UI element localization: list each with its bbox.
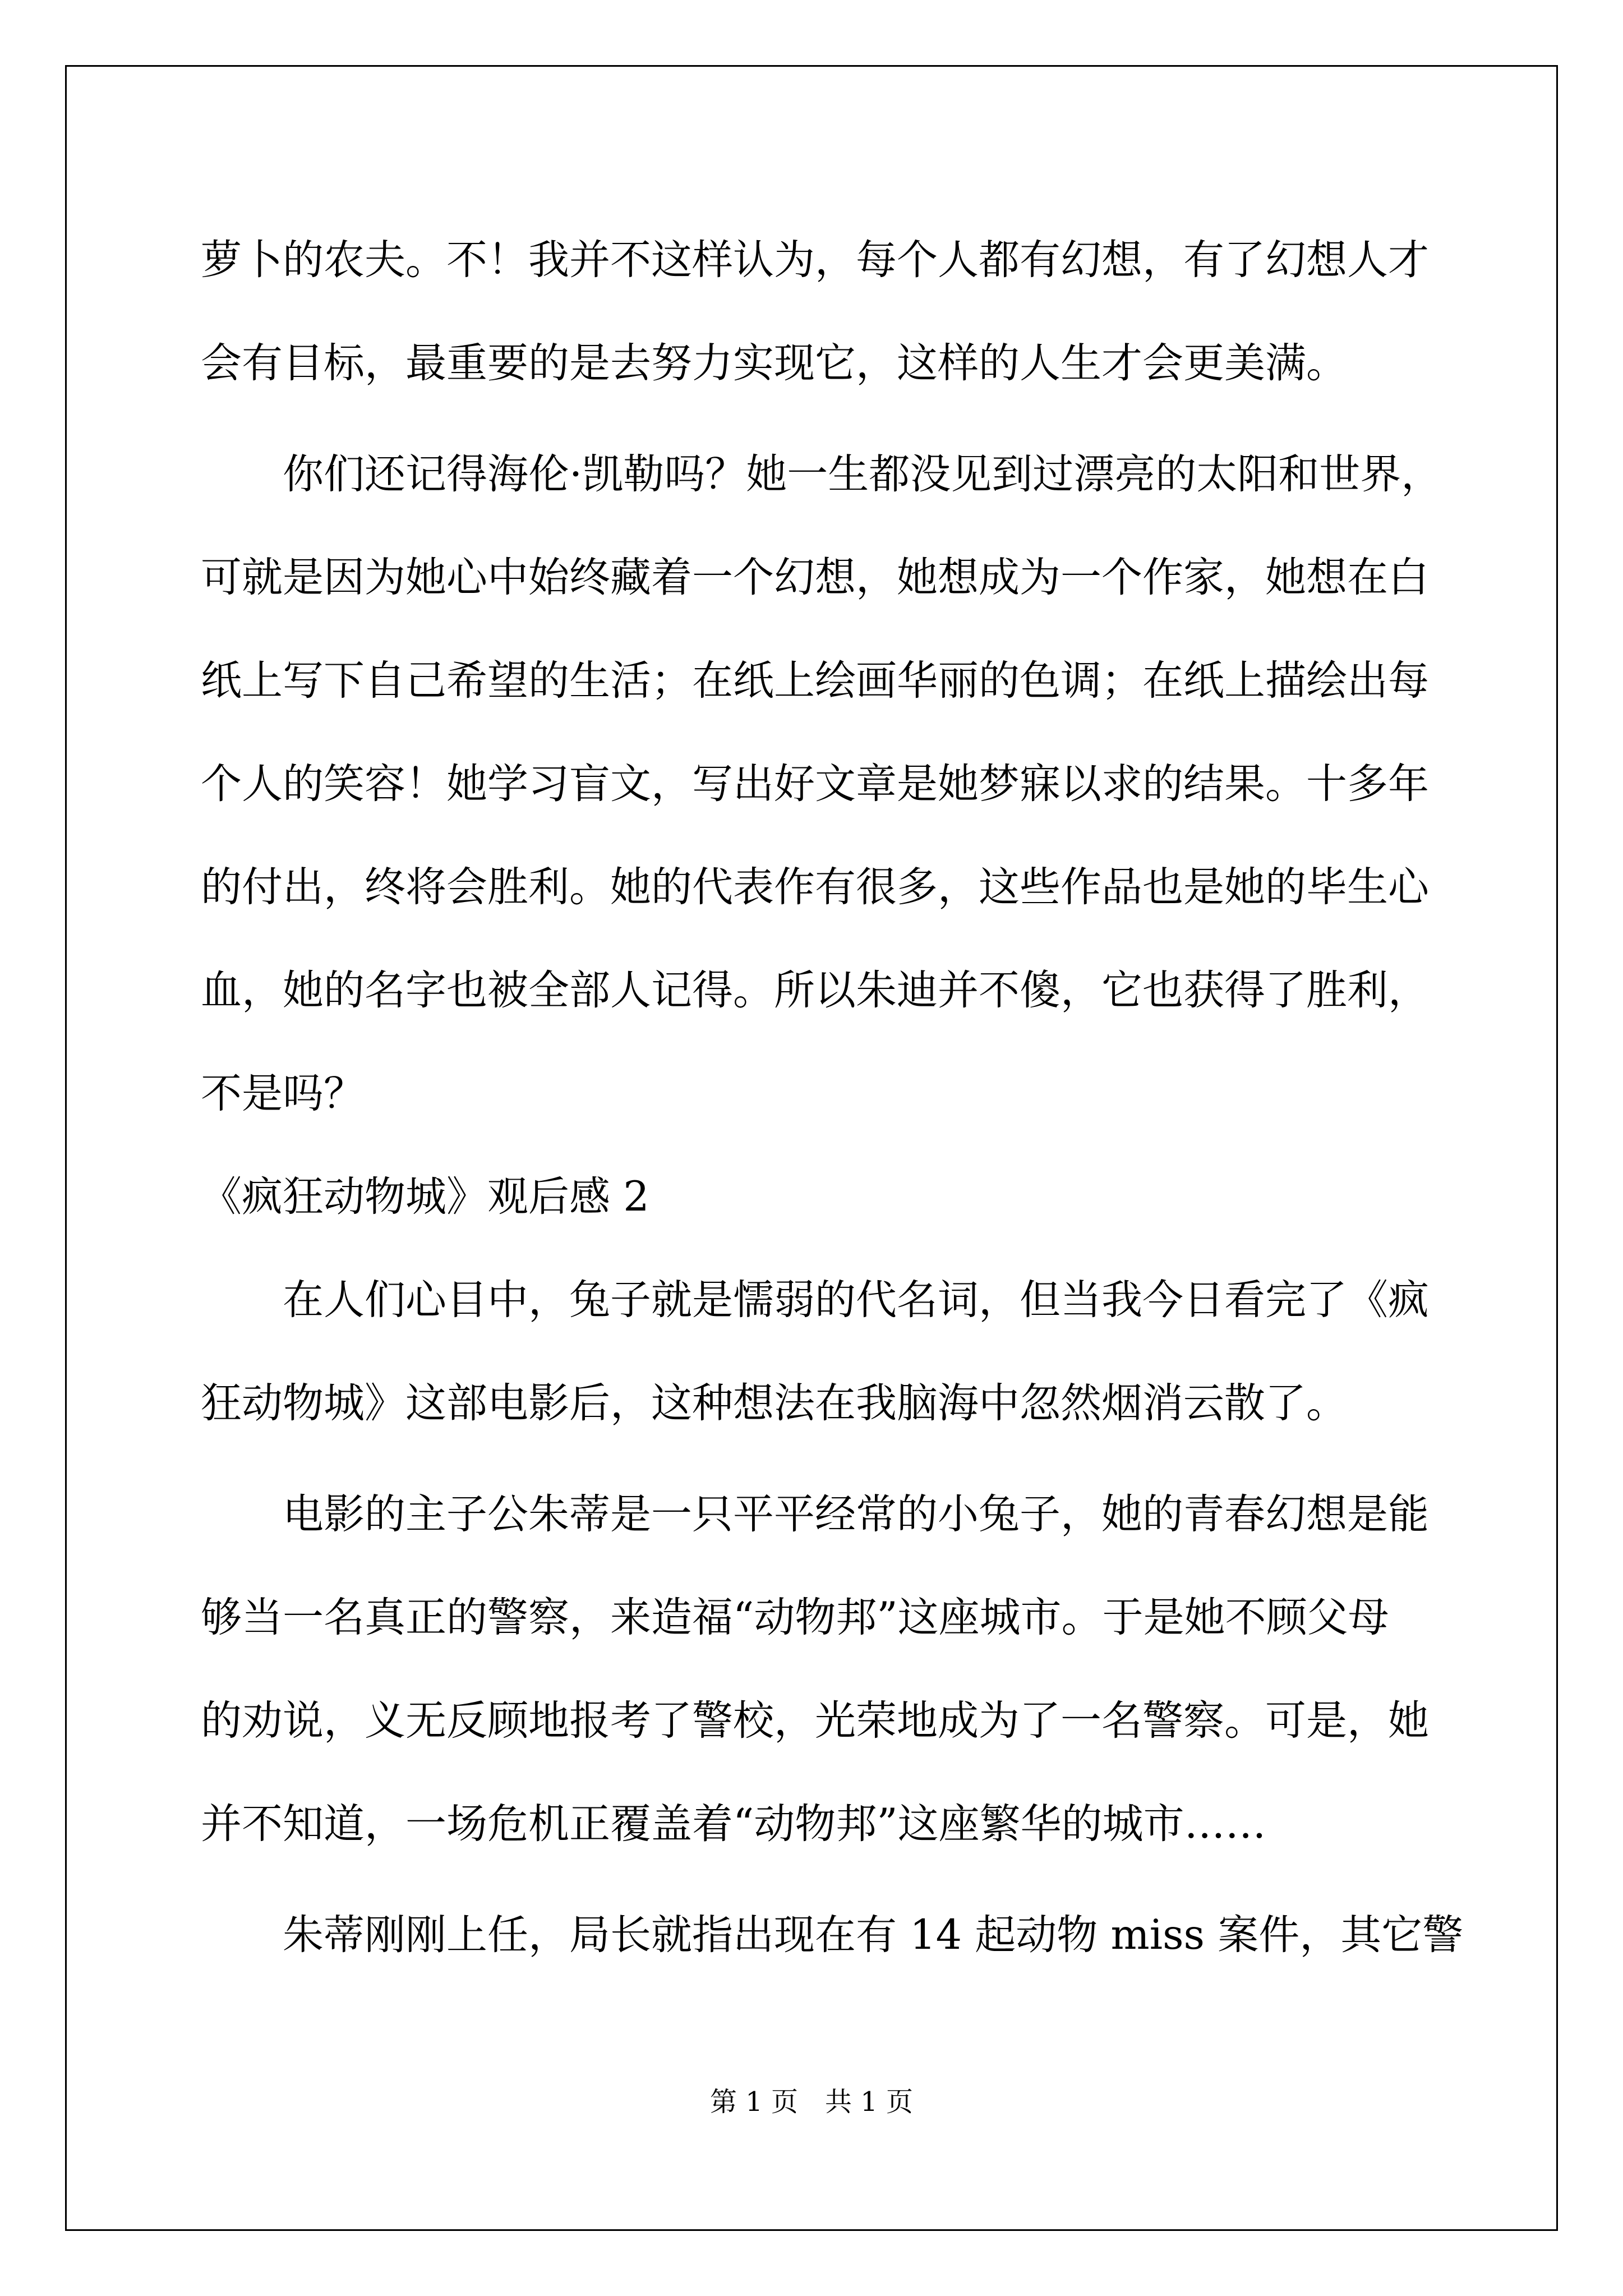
- text-line-12: 狂动物城》这部电影后，这种想法在我脑海中忽然烟消云散了。: [201, 1379, 1347, 1427]
- page-footer: 第 1 页 共 1 页: [709, 2086, 914, 2118]
- text-line-16: 并不知道，一场危机正覆盖着“动物邦”这座繁华的城市……: [201, 1800, 1266, 1848]
- text-line-9: 不是吗？: [201, 1070, 365, 1117]
- text-line-6: 个人的笑容！她学习盲文，写出好文章是她梦寐以求的结果。十多年: [201, 760, 1429, 808]
- text-line-13: 电影的主子公朱蒂是一只平平经常的小兔子，她的青春幻想是能: [283, 1490, 1429, 1538]
- text-line-17: 朱蒂刚刚上任，局长就指出现在有 14 起动物 miss 案件，其它警: [283, 1911, 1464, 1959]
- document-body: [201, 209, 1464, 1987]
- text-line-5: 纸上写下自己希望的生活；在纸上绘画华丽的色调；在纸上描绘出每: [201, 657, 1429, 705]
- text-line-14: 够当一名真正的警察，来造福“动物邦”这座城市。于是她不顾父母: [201, 1594, 1389, 1641]
- text-line-3: 你们还记得海伦·凯勒吗？她一生都没见到过漂亮的太阳和世界，: [283, 450, 1442, 498]
- text-line-8: 血，她的名字也被全部人记得。所以朱迪并不傻，它也获得了胜利，: [201, 967, 1429, 1014]
- text-line-4: 可就是因为她心中始终藏着一个幻想，她想成为一个作家，她想在白: [201, 554, 1429, 601]
- text-line-15: 的劝说，义无反顾地报考了警校，光荣地成为了一名警察。可是，她: [201, 1697, 1429, 1745]
- text-line-11: 在人们心目中，兔子就是懦弱的代名词，但当我今日看完了《疯: [283, 1276, 1429, 1324]
- text-line-1: 萝卜的农夫。不！我并不这样认为，每个人都有幻想，有了幻想人才: [201, 236, 1429, 284]
- text-line-2: 会有目标，最重要的是去努力实现它，这样的人生才会更美满。: [201, 339, 1347, 387]
- text-line-7: 的付出，终将会胜利。她的代表作有很多，这些作品也是她的毕生心: [201, 863, 1429, 911]
- section-heading: 《疯狂动物城》观后感 2: [201, 1173, 649, 1221]
